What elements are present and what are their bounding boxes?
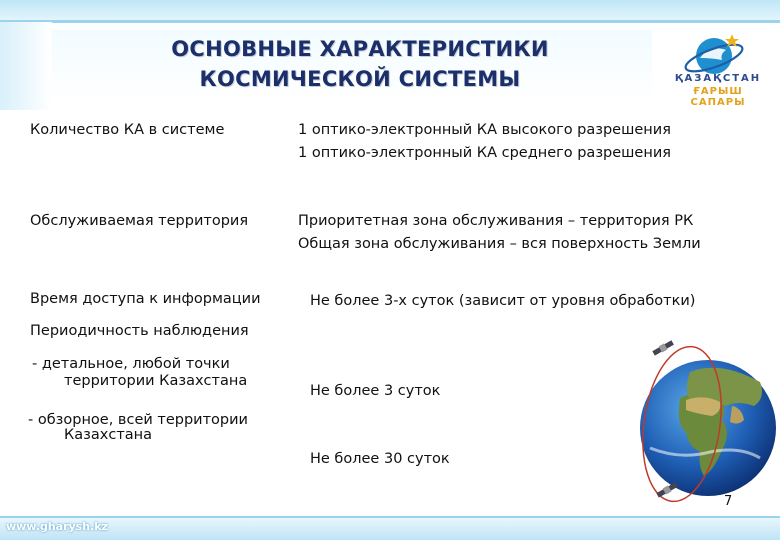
earth-orbit-illustration <box>620 328 780 514</box>
access-value: Не более 3-х суток (зависит от уровня обработки) <box>310 293 696 309</box>
count-value-1: 1 оптико-электронный КА высокого разрешения <box>298 122 671 138</box>
territory-value-1: Приоритетная зона обслуживания – территория РК <box>298 213 694 229</box>
corner-shade <box>0 22 52 110</box>
territory-label: Обслуживаемая территория <box>30 213 249 229</box>
detailed-value: Не более 3 суток <box>310 383 441 399</box>
satellite-icon-bottom <box>656 481 679 498</box>
detailed-line-2: территории Казахстана <box>64 373 248 389</box>
title-line-2: КОСМИЧЕСКОЙ СИСТЕМЫ <box>199 67 521 91</box>
overview-line-2: Казахстана <box>64 427 153 443</box>
overview-value: Не более 30 суток <box>310 451 450 467</box>
footer-url[interactable]: www.gharysh.kz <box>6 520 108 533</box>
page-number: 7 <box>724 494 733 509</box>
overview-line-1: - обзорное, всей территории <box>28 412 248 428</box>
title-line-1: ОСНОВНЫЕ ХАРАКТЕРИСТИКИ <box>171 37 549 61</box>
period-label: Периодичность наблюдения <box>30 323 249 339</box>
access-label: Время доступа к информации <box>30 291 261 307</box>
logo-line-1: ҚАЗАҚСТАН <box>674 73 762 84</box>
logo-line-2: ҒАРЫШ САПАРЫ <box>690 86 746 108</box>
page-title <box>120 34 600 94</box>
count-label: Количество КА в системе <box>30 122 225 138</box>
territory-value-2: Общая зона обслуживания – вся поверхность Земли <box>298 236 701 252</box>
top-band <box>0 0 780 22</box>
satellite-icon-top <box>652 339 675 356</box>
count-value-2: 1 оптико-электронный КА среднего разрешения <box>298 145 671 161</box>
detailed-line-1: - детальное, любой точки <box>32 356 230 372</box>
footer-band <box>0 518 780 540</box>
